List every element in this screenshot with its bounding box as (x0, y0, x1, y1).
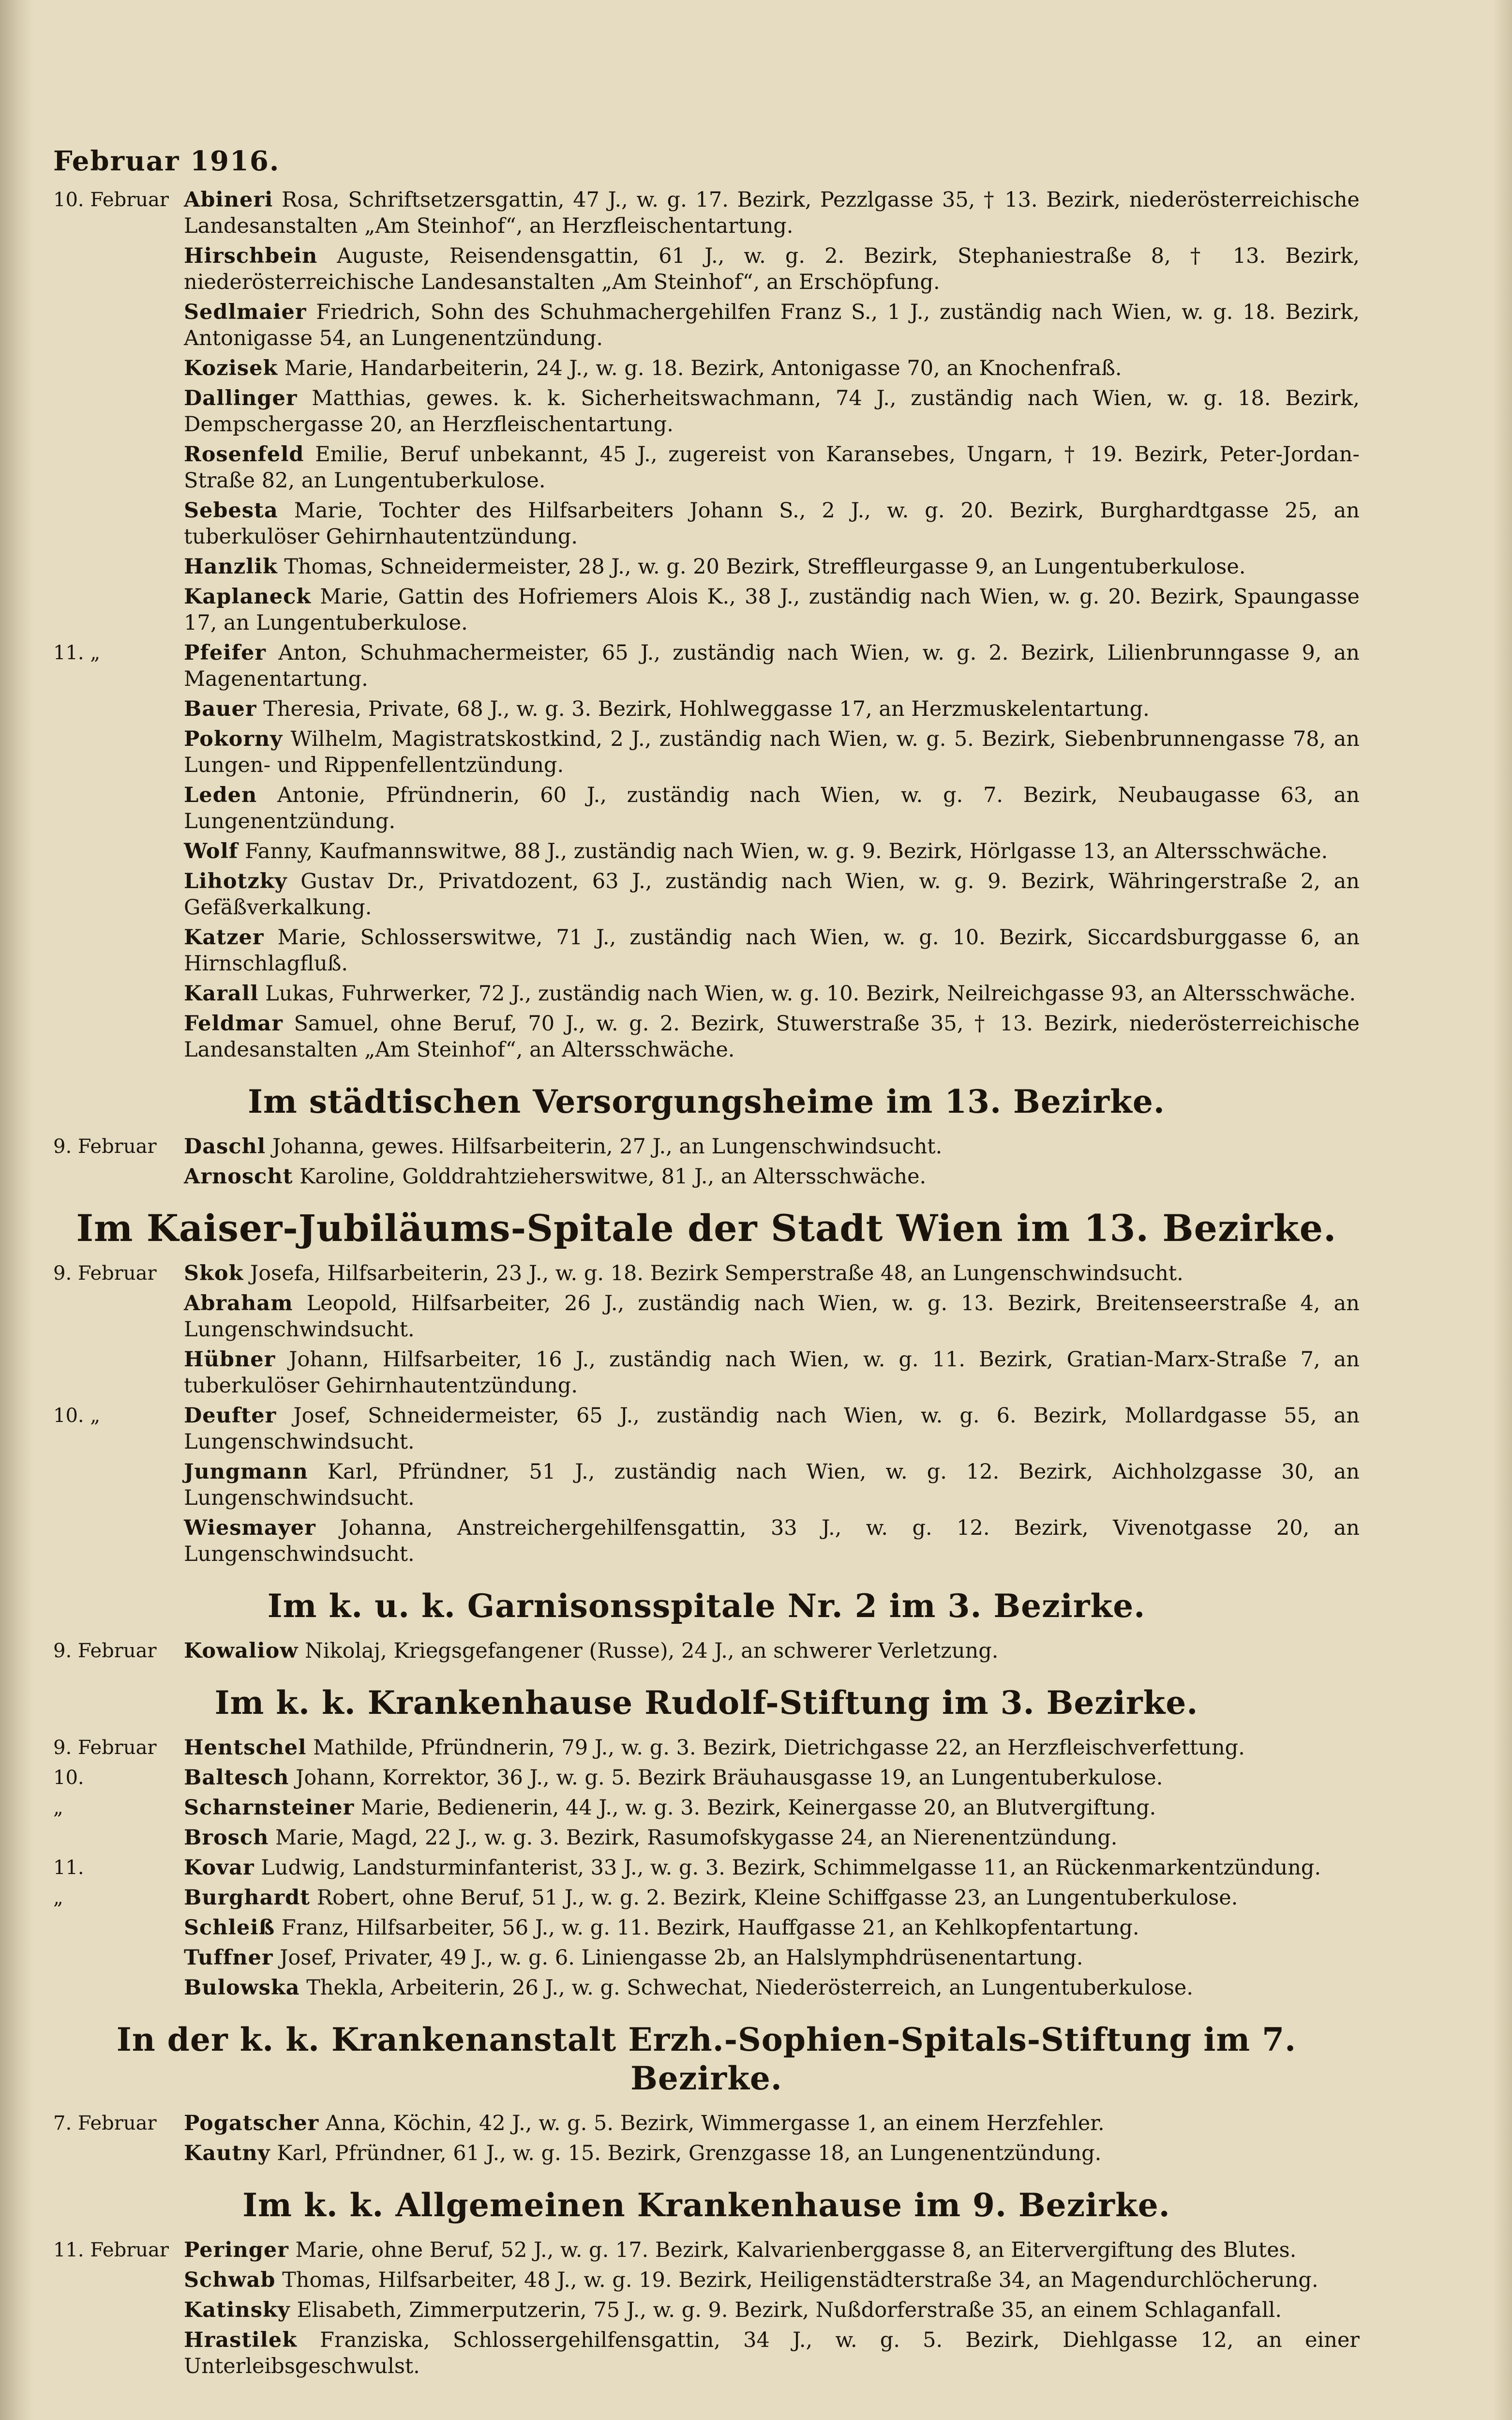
entry-date: 9. Februar (53, 1640, 157, 1662)
entry-body (184, 2140, 1360, 2166)
entry-details: Marie, Handarbeiterin, 24 J., w. g. 18. Bezirk, Antonigasse 70, an Knochenfraß. (284, 356, 1122, 380)
entry-body (184, 2110, 1360, 2136)
entry-details: Elisabeth, Zimmerputzerin, 75 J., w. g. 9. Bezirk, Nußdorferstraße 35, an einem Schlaganfall. (297, 2298, 1282, 2322)
entry-body (184, 1134, 1360, 1160)
entry-date (53, 385, 184, 438)
entry-details: Karoline, Golddrahtzieherswitwe, 81 J., an Altersschwäche. (299, 1165, 927, 1189)
entry-body (184, 584, 1360, 636)
entry-date (53, 243, 184, 295)
entry-details: Johann, Hilfsarbeiter, 16 J., zuständig nach Wien, w. g. 11. Bezirk, Gratian-Marx-Straße 7, an tuberkulöser Gehirnhautentzündung. (184, 1347, 1360, 1398)
entry-details: Karl, Pfründner, 61 J., w. g. 15. Bezirk, Grenzgasse 18, an Lungenentzündung. (277, 2141, 1102, 2165)
entry-details: Samuel, ohne Beruf, 70 J., w. g. 2. Bezirk, Stuwerstraße 35, † 13. Bezirk, niederösterreichische Landesanstalten „Am Steinhof“, an Altersschwäche. (184, 1012, 1360, 1062)
entry-surname: Schleiß (184, 1916, 275, 1940)
entry-details: Marie, Magd, 22 J., w. g. 3. Bezirk, Rasumofskygasse 24, an Nierenentzündung. (275, 1826, 1118, 1850)
entry-body (184, 1459, 1360, 1511)
entry-date (53, 1945, 184, 1971)
entry-surname: Kowaliow (184, 1639, 299, 1663)
death-record-entry (53, 2237, 1360, 2263)
entry-date (53, 299, 184, 351)
entry-date (53, 981, 184, 1007)
entry-details: Johann, Korrektor, 36 J., w. g. 5. Bezirk Bräuhausgasse 19, an Lungentuberkulose. (296, 1766, 1163, 1790)
entry-surname: Tuffner (184, 1946, 273, 1970)
entry-body (184, 1164, 1360, 1190)
entry-details: Johanna, gewes. Hilfsarbeiterin, 27 J., an Lungenschwindsucht. (272, 1134, 943, 1159)
entry-date (53, 498, 184, 550)
death-record-entry (53, 243, 1360, 295)
entry-date: 9. Februar (53, 1737, 157, 1759)
section-title: In der k. k. Krankenanstalt Erzh.-Sophien-Spitals-Stiftung im 7. Bezirke. (116, 2021, 1297, 2097)
entry-surname: Leden (184, 783, 257, 807)
sections-container (53, 187, 1360, 2379)
section-title: Im k. u. k. Garnisonsspitale Nr. 2 im 3. Bezirke. (267, 1587, 1146, 1625)
death-record-entry (53, 1975, 1360, 2001)
entry-surname: Schwab (184, 2268, 276, 2292)
entry-body (184, 696, 1360, 722)
entry-details: Leopold, Hilfsarbeiter, 26 J., zuständig nach Wien, w. g. 13. Bezirk, Breitenseerstraße 4, an Lungenschwindsucht. (184, 1291, 1360, 1342)
entry-details: Emilie, Beruf unbekannt, 45 J., zugereist von Karansebes, Ungarn, † 19. Bezirk, Peter-Jordan-Straße 82, an Lungentuberkulose. (184, 442, 1360, 493)
entry-surname: Brosch (184, 1826, 269, 1850)
entry-surname: Hentschel (184, 1736, 307, 1760)
entry-surname: Hirschbein (184, 244, 318, 268)
entry-details: Josef, Schneidermeister, 65 J., zuständig nach Wien, w. g. 6. Bezirk, Mollardgasse 55, an Lungenschwindsucht. (184, 1404, 1360, 1454)
entry-body (184, 2297, 1360, 2323)
death-record-entry (53, 1290, 1360, 1343)
death-record-entry (53, 2267, 1360, 2293)
entry-body (184, 1346, 1360, 1399)
entry-details: Nikolaj, Kriegsgefangener (Russe), 24 J., an schwerer Verletzung. (305, 1639, 999, 1663)
entry-details: Thekla, Arbeiterin, 26 J., w. g. Schwechat, Niederösterreich, an Lungentuberkulose. (306, 1976, 1194, 2000)
entry-surname: Daschl (184, 1134, 266, 1159)
death-record-entry (53, 782, 1360, 834)
entry-surname: Kaplaneck (184, 585, 312, 609)
entry-details: Marie, Bedienerin, 44 J., w. g. 3. Bezirk, Keinergasse 20, an Blutvergiftung. (361, 1796, 1156, 1820)
entry-body (184, 924, 1360, 977)
death-record-entry (53, 1515, 1360, 1567)
entry-details: Rosa, Schriftsetzersgattin, 47 J., w. g. 17. Bezirk, Pezzlgasse 35, † 13. Bezirk, niederösterreichische Landesanstalten „Am Steinhof“, an Herzfleischentartung. (184, 188, 1360, 238)
entry-details: Thomas, Hilfsarbeiter, 48 J., w. g. 19. Bezirk, Heiligenstädterstraße 34, an Magendurchlöcherung. (282, 2268, 1318, 2292)
entry-surname: Baltesch (184, 1766, 289, 1790)
death-record-entry (53, 584, 1360, 636)
document-page (53, 145, 1360, 2383)
entry-body (184, 1795, 1360, 1821)
death-record-entry (53, 441, 1360, 494)
entry-body (184, 782, 1360, 834)
entry-body (184, 1915, 1360, 1941)
death-record-entry (53, 1011, 1360, 1063)
page-header: Februar 1916. (53, 145, 280, 177)
entry-details: Ludwig, Landsturminfanterist, 33 J., w. g. 3. Bezirk, Schimmelgasse 11, an Rückenmarkentzündung. (261, 1856, 1321, 1880)
entry-surname: Katinsky (184, 2298, 290, 2322)
entry-body (184, 1515, 1360, 1567)
entry-details: Thomas, Schneidermeister, 28 J., w. g. 20 Bezirk, Streffleurgasse 9, an Lungentuberkulose. (284, 555, 1246, 579)
entry-details: Robert, ohne Beruf, 51 J., w. g. 2. Bezirk, Kleine Schiffgasse 23, an Lungentuberkulose. (316, 1886, 1238, 1910)
entry-details: Josef, Privater, 49 J., w. g. 6. Liniengasse 2b, an Halslymphdrüsenentartung. (280, 1946, 1083, 1970)
entry-date: „ (53, 1887, 63, 1909)
entry-surname: Pokorny (184, 727, 283, 751)
entry-body (184, 243, 1360, 295)
death-record-entry (53, 355, 1360, 381)
entry-date (53, 838, 184, 864)
entry-date (53, 441, 184, 494)
death-record-entry (53, 1459, 1360, 1511)
entry-details: Auguste, Reisendensgattin, 61 J., w. g. 2. Bezirk, Stephaniestraße 8, † 13. Bezirk, niederösterreichische Landesanstalten „Am Steinhof“, an Erschöpfung. (184, 244, 1360, 294)
entry-surname: Dallinger (184, 386, 298, 410)
death-record-entry (53, 1134, 1360, 1160)
death-record-entry (53, 385, 1360, 438)
entry-surname: Kozisek (184, 356, 278, 380)
entry-details: Johanna, Anstreichergehilfensgattin, 33 J., w. g. 12. Bezirk, Vivenotgasse 20, an Lungenschwindsucht. (184, 1516, 1360, 1566)
entry-date (53, 1459, 184, 1511)
entry-surname: Hanzlik (184, 555, 278, 579)
death-record-entry (53, 1346, 1360, 1399)
entry-details: Marie, Schlosserswitwe, 71 J., zuständig nach Wien, w. g. 10. Bezirk, Siccardsburggasse 6, an Hirnschlagfluß. (184, 925, 1360, 976)
entry-date: 9. Februar (53, 1135, 157, 1158)
entry-surname: Abraham (184, 1291, 293, 1316)
entry-surname: Skok (184, 1261, 244, 1286)
death-record-entry (53, 1260, 1360, 1286)
entry-body (184, 498, 1360, 550)
entry-surname: Arnoscht (184, 1165, 293, 1189)
death-record-entry (53, 2327, 1360, 2379)
death-record-entry (53, 1735, 1360, 1761)
entry-date (53, 2140, 184, 2166)
death-record-entry (53, 187, 1360, 239)
entry-body (184, 554, 1360, 580)
death-record-entry (53, 696, 1360, 722)
entry-surname: Deufter (184, 1404, 277, 1428)
entry-body (184, 1855, 1360, 1881)
entry-surname: Kovar (184, 1856, 254, 1880)
entry-details: Wilhelm, Magistratskostkind, 2 J., zuständig nach Wien, w. g. 5. Bezirk, Siebenbrunnengasse 78, an Lungen- und Rippenfellentzündung. (184, 727, 1360, 777)
entry-date (53, 782, 184, 834)
entry-details: Theresia, Private, 68 J., w. g. 3. Bezirk, Hohlweggasse 17, an Herzmuskelentartung. (263, 697, 1150, 721)
entry-body (184, 2237, 1360, 2263)
entry-date (53, 726, 184, 778)
entry-surname: Wolf (184, 839, 239, 863)
entry-details: Lukas, Fuhrwerker, 72 J., zuständig nach Wien, w. g. 10. Bezirk, Neilreichgasse 93, an Altersschwäche. (265, 982, 1356, 1006)
entry-details: Anna, Köchin, 42 J., w. g. 5. Bezirk, Wimmergasse 1, an einem Herzfehler. (326, 2111, 1105, 2135)
entry-date: 11. Februar (53, 2239, 169, 2261)
death-record-entry (53, 1855, 1360, 1881)
entry-body (184, 441, 1360, 494)
entry-surname: Karall (184, 982, 259, 1006)
entry-date: 10. „ (53, 1405, 101, 1427)
entry-body (184, 299, 1360, 351)
entry-body (184, 1403, 1360, 1455)
entry-body (184, 1975, 1360, 2001)
entry-body (184, 1885, 1360, 1911)
entry-surname: Kautny (184, 2141, 270, 2165)
entry-date: 11. „ (53, 642, 101, 664)
entry-body (184, 1260, 1360, 1286)
entry-surname: Burghardt (184, 1886, 311, 1910)
entry-details: Matthias, gewes. k. k. Sicherheitswachmann, 74 J., zuständig nach Wien, w. g. 18. Bezirk, Dempschergasse 20, an Herzfleischentartung. (184, 386, 1360, 437)
death-record-entry (53, 1885, 1360, 1911)
entry-surname: Sedlmaier (184, 300, 307, 324)
death-record-entry (53, 498, 1360, 550)
entry-details: Friedrich, Sohn des Schuhmachergehilfen Franz S., 1 J., zuständig nach Wien, w. g. 18. Bezirk, Antonigasse 54, an Lungenentzündung. (184, 300, 1360, 350)
entry-details: Franz, Hilfsarbeiter, 56 J., w. g. 11. Bezirk, Hauffgasse 21, an Kehlkopfentartung. (281, 1916, 1139, 1940)
entry-body (184, 838, 1360, 864)
death-record-entry (53, 924, 1360, 977)
entry-surname: Pfeifer (184, 641, 267, 665)
entry-date (53, 2267, 184, 2293)
entry-details: Karl, Pfründner, 51 J., zuständig nach Wien, w. g. 12. Bezirk, Aichholzgasse 30, an Lungenschwindsucht. (184, 1460, 1360, 1510)
entry-surname: Lihotzky (184, 869, 287, 893)
scan-binding-edge (0, 0, 34, 2420)
entry-surname: Bauer (184, 697, 257, 721)
entry-details: Antonie, Pfründnerin, 60 J., zuständig nach Wien, w. g. 7. Bezirk, Neubaugasse 63, an Lungenentzündung. (184, 783, 1360, 833)
death-record-entry (53, 640, 1360, 692)
entry-body (184, 1638, 1360, 1664)
death-record-entry (53, 1403, 1360, 1455)
entry-surname: Scharnsteiner (184, 1796, 355, 1820)
entry-body (184, 187, 1360, 239)
section-title: Im k. k. Allgemeinen Krankenhause im 9. Bezirke. (242, 2186, 1170, 2224)
entry-date (53, 1346, 184, 1399)
death-record-entry (53, 1164, 1360, 1190)
death-record-entry (53, 2140, 1360, 2166)
entry-surname: Pogatscher (184, 2111, 319, 2135)
entry-date (53, 1011, 184, 1063)
section-title: Im k. k. Krankenhause Rudolf-Stiftung im 3. Bezirke. (214, 1684, 1198, 1722)
death-record-entry (53, 726, 1360, 778)
death-record-entry (53, 299, 1360, 351)
entry-details: Anton, Schuhmachermeister, 65 J., zuständig nach Wien, w. g. 2. Bezirk, Lilienbrunngasse 9, an Magenentartung. (184, 641, 1360, 691)
entry-surname: Jungmann (184, 1460, 308, 1484)
death-record-entry (53, 1765, 1360, 1791)
entry-details: Marie, ohne Beruf, 52 J., w. g. 17. Bezirk, Kalvarienberggasse 8, an Eitervergiftung des Blutes. (295, 2238, 1297, 2262)
entry-body (184, 868, 1360, 921)
death-record-entry (53, 1945, 1360, 1971)
entry-body (184, 2267, 1360, 2293)
entry-surname: Hübner (184, 1347, 276, 1372)
entry-body (184, 355, 1360, 381)
entry-body (184, 726, 1360, 778)
section-title: Im städtischen Versorgungsheime im 13. Bezirke. (248, 1083, 1165, 1120)
entry-surname: Hrastilek (184, 2328, 298, 2352)
entry-date: 10. Februar (53, 189, 169, 211)
death-record-entry (53, 1795, 1360, 1821)
entry-date (53, 696, 184, 722)
entry-date (53, 355, 184, 381)
entry-date (53, 1915, 184, 1941)
entry-details: Marie, Gattin des Hofriemers Alois K., 38 J., zuständig nach Wien, w. g. 20. Bezirk, Spaungasse 17, an Lungentuberkulose. (184, 585, 1360, 635)
section-title: Im Kaiser-Jubiläums-Spitale der Stadt Wien im 13. Bezirke. (76, 1207, 1337, 1250)
entry-date (53, 1825, 184, 1851)
entry-surname: Feldmar (184, 1012, 283, 1036)
entry-details: Gustav Dr., Privatdozent, 63 J., zuständig nach Wien, w. g. 9. Bezirk, Währingerstraße 2, an Gefäßverkalkung. (184, 869, 1360, 920)
death-record-entry (53, 554, 1360, 580)
death-record-entry (53, 981, 1360, 1007)
entry-date (53, 1290, 184, 1343)
entry-date: 11. (53, 1857, 84, 1879)
entry-surname: Peringer (184, 2238, 289, 2262)
entry-date (53, 1515, 184, 1567)
death-record-entry (53, 1915, 1360, 1941)
entry-body (184, 1290, 1360, 1343)
entry-body (184, 981, 1360, 1007)
entry-date: 7. Februar (53, 2112, 157, 2134)
death-record-entry (53, 2297, 1360, 2323)
entry-details: Mathilde, Pfründnerin, 79 J., w. g. 3. Bezirk, Dietrichgasse 22, an Herzfleischverfettung. (313, 1736, 1245, 1760)
entry-date (53, 2297, 184, 2323)
entry-details: Franziska, Schlossergehilfensgattin, 34 J., w. g. 5. Bezirk, Diehlgasse 12, an einer Unterleibsgeschwulst. (184, 2328, 1360, 2378)
entry-body (184, 1825, 1360, 1851)
entry-surname: Wiesmayer (184, 1516, 316, 1540)
entry-date (53, 2327, 184, 2379)
entry-body (184, 1945, 1360, 1971)
entry-details: Fanny, Kaufmannswitwe, 88 J., zuständig nach Wien, w. g. 9. Bezirk, Hörlgasse 13, an Altersschwäche. (244, 839, 1328, 863)
entry-details: Marie, Tochter des Hilfsarbeiters Johann S., 2 J., w. g. 20. Bezirk, Burghardtgasse 25, an tuberkulöser Gehirnhautentzündung. (184, 499, 1360, 549)
entry-body (184, 640, 1360, 692)
death-record-entry (53, 2110, 1360, 2136)
death-record-entry (53, 1638, 1360, 1664)
entry-date (53, 868, 184, 921)
entry-body (184, 2327, 1360, 2379)
entry-surname: Sebesta (184, 499, 278, 523)
entry-date (53, 584, 184, 636)
entry-body (184, 1735, 1360, 1761)
entry-body (184, 1765, 1360, 1791)
scan-right-edge (1493, 0, 1512, 2420)
entry-date (53, 1975, 184, 2001)
entry-surname: Rosenfeld (184, 442, 304, 467)
entry-surname: Katzer (184, 925, 264, 950)
entry-date (53, 554, 184, 580)
entry-surname: Abineri (184, 188, 273, 212)
death-record-entry (53, 838, 1360, 864)
entry-date: 10. (53, 1767, 84, 1789)
entry-body (184, 1011, 1360, 1063)
death-record-entry (53, 1825, 1360, 1851)
entry-date (53, 924, 184, 977)
entry-body (184, 385, 1360, 438)
death-record-entry (53, 868, 1360, 921)
entry-date (53, 1164, 184, 1190)
entry-details: Josefa, Hilfsarbeiterin, 23 J., w. g. 18. Bezirk Semperstraße 48, an Lungenschwindsucht. (250, 1261, 1183, 1286)
entry-surname: Bulowska (184, 1976, 300, 2000)
entry-date: 9. Februar (53, 1262, 157, 1285)
entry-date: „ (53, 1797, 63, 1819)
